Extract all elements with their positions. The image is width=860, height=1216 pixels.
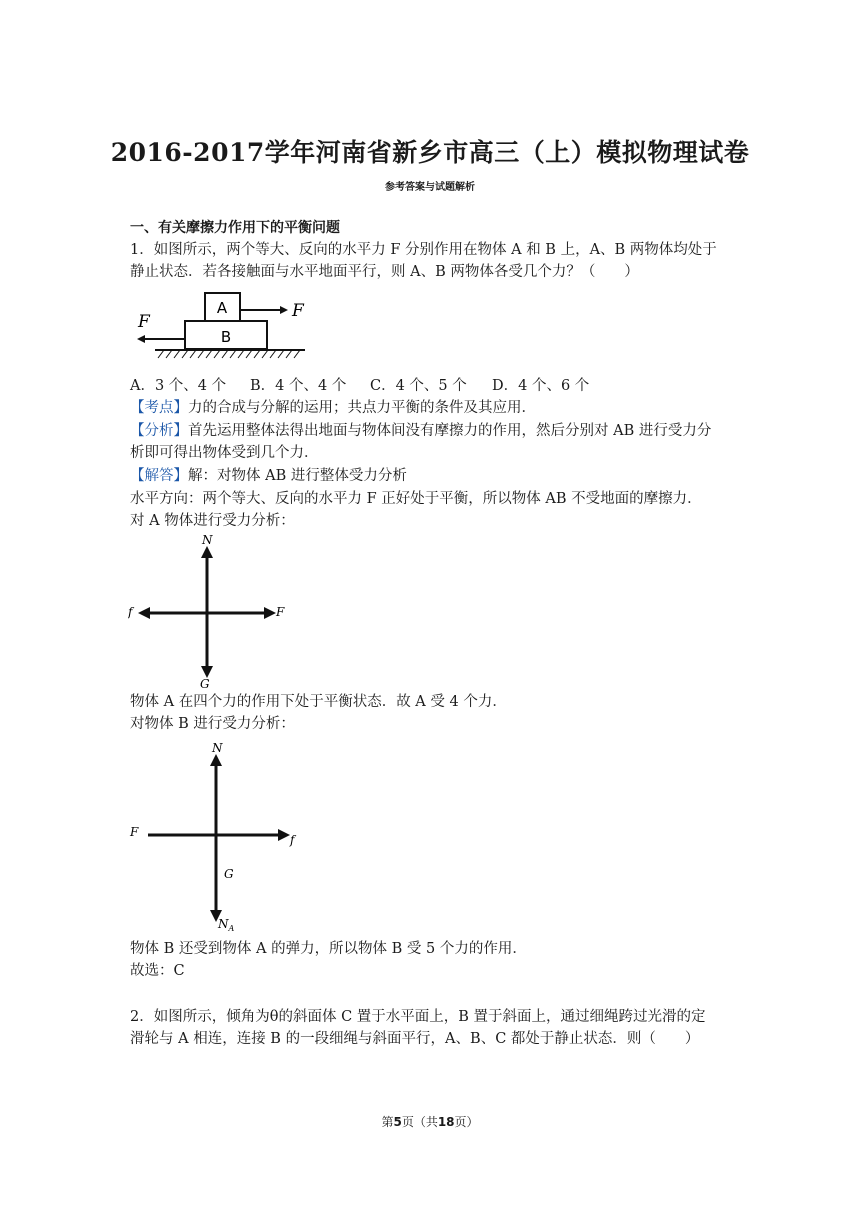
question-1-text-line2: 静止状态．若各接触面与水平地面平行，则 A、B 两物体各受几个力？（ ）: [130, 264, 639, 280]
block-a-label: A: [216, 299, 228, 317]
section-heading: 一、有关摩擦力作用下的平衡问题: [130, 220, 340, 236]
answer-line: 故选：C: [130, 963, 185, 979]
question-1-text-line1: 1．如图所示，两个等大、反向的水平力 F 分别作用在物体 A 和 B 上，A、B 两物体均处于: [130, 242, 717, 258]
label-f-friction: f: [128, 605, 133, 619]
block-b-label: B: [220, 328, 232, 346]
force-diagram-a: [128, 532, 288, 690]
option-d: D．4 个、6 个: [492, 378, 590, 394]
kaodian-tag: 【考点】: [130, 400, 188, 416]
a-result-line: 物体 A 在四个力的作用下处于平衡状态．故 A 受 4 个力．: [130, 694, 507, 710]
label-n: N: [202, 533, 213, 547]
page-title: 2016-2017学年河南省新乡市高三（上）模拟物理试卷: [110, 138, 750, 167]
fenxi-line: [130, 421, 711, 441]
question-2-text-line2: 滑轮与 A 相连，连接 B 的一段细绳与斜面平行，A、B、C 都处于静止状态．则（ ）: [130, 1031, 700, 1047]
question-2-text-line1: 2．如图所示，倾角为θ的斜面体 C 置于水平面上，B 置于斜面上，通过细绳跨过光滑的定: [130, 1009, 706, 1025]
jieda-text: 解：对物体 AB 进行整体受力分析: [188, 468, 407, 484]
kaodian-text: 力的合成与分解的运用；共点力平衡的条件及其应用．: [188, 400, 536, 416]
current-page: 5: [393, 1115, 402, 1129]
fenxi-tag: 【分析】: [130, 423, 188, 439]
label-g: G: [200, 677, 210, 690]
label-f-force: F: [276, 605, 285, 619]
ground-hatching: [158, 350, 300, 358]
option-b: B．4 个、4 个: [250, 378, 347, 394]
jieda-line: [130, 466, 407, 486]
label-na: $N_A$: [218, 917, 235, 933]
option-a: A．3 个、4 个: [130, 378, 227, 394]
option-c: C．4 个、5 个: [370, 378, 467, 394]
total-pages: 18: [437, 1115, 455, 1129]
a-analysis-line: 对 A 物体进行受力分析：: [130, 513, 295, 529]
horizontal-analysis-line: 水平方向：两个等大、反向的水平力 F 正好处于平衡，所以物体 AB 不受地面的摩擦力．: [130, 491, 702, 507]
fenxi-line2: 析即可得出物体受到几个力．: [130, 445, 319, 461]
force-left-label: F: [138, 312, 150, 332]
b-analysis-line: 对物体 B 进行受力分析：: [130, 716, 295, 732]
fenxi-text: 首先运用整体法得出地面与物体间没有摩擦力的作用，然后分别对 AB 进行受力分: [188, 423, 712, 439]
label-n: N: [212, 741, 223, 755]
jieda-tag: 【解答】: [130, 468, 188, 484]
kaodian-line: [130, 398, 536, 418]
blocks-figure: [130, 288, 310, 368]
label-f-force: F: [130, 825, 139, 839]
answer-options: [130, 376, 589, 396]
force-right-label: F: [292, 301, 304, 321]
label-g: G: [224, 867, 234, 881]
force-diagram-b: [128, 738, 308, 934]
page-footer: 第5页（共18页）: [381, 1115, 479, 1129]
page-subtitle: 参考答案与试题解析: [385, 182, 475, 193]
label-f-friction: f: [290, 833, 295, 847]
b-result-line: 物体 B 还受到物体 A 的弹力，所以物体 B 受 5 个力的作用．: [130, 941, 527, 957]
